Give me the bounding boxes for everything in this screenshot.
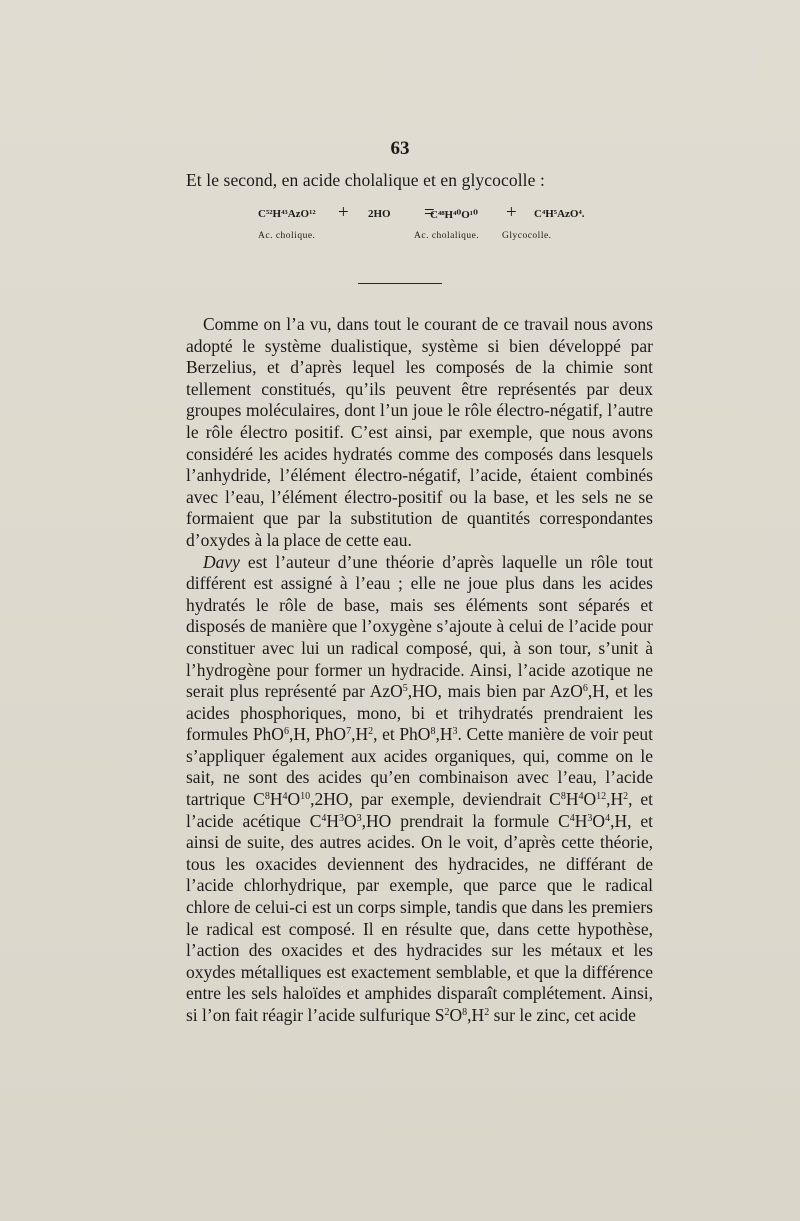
author-name: Davy xyxy=(203,551,240,572)
section-divider xyxy=(358,283,442,284)
plus-sign: + xyxy=(338,202,349,223)
body-text xyxy=(186,314,653,1027)
intro-line: Et le second, en acide cholalique et en glycocolle : xyxy=(186,170,545,190)
label-glycocolle: Glycocolle. xyxy=(502,231,552,241)
page-number: 63 xyxy=(390,138,410,159)
paragraph: Davy est l’auteur d’une théorie d’après laquelle un rôle tout différent est assigné à l’eau ; elle ne joue plus dans les acides hydratés le rôle de base, mais ses éléments sont séparés et disposés de manière que l’oxygène s’ajoute à celui de l’acide pour constituer avec lui un radical composé, qui, à son tour, s’unit à l’hydrogène pour former un hydracide. Ainsi, l’acide azotique ne serait plus représenté par AzO$^5$,HO, mais bien par AzO$^6$,H, et les acides phosphoriques, mono, bi et trihydratés prendraient les formules PhO$^6$,H, $PhO^7,H^2$, et $PhO^8,H^3$. Cette manière de voir peut s’appliquer également aux acides organiques, qui, comme on le sait, ne sont des acides qu’en combinaison avec l’eau, l’acide tartrique $C^8H^4O^{10},2HO$, par exemple, deviendrait $C^8H^4O^{12},H^2$, et l’acide acétique $C^4H^3O^3,HO$ prendrait la formule $C^4H^3O^4,H$, et ainsi de suite, des autres acides. On le voit, d’après cette théorie, tous les oxacides deviennent des hydracides, ne différant de l’acide chlorhydrique, par exemple, que parce que le radical chlore de celui-ci est un corps simple, tandis que dans les premiers le radical est composé. Il en résulte que, dans cette hypothèse, l’action des oxacides et des hydracides sur les métaux et les oxydes métalliques est exactement semblable, et que la différence entre les sels haloïdes et amphides disparaît complétement. Ainsi, si l’on fait réagir l’acide sulfurique $S^2O^8,H^2$ sur le zinc, cet acide xyxy=(186,551,654,1025)
paragraph: Comme on l’a vu, dans tout le courant de ce travail nous avons adopté le système dualistique, système si bien développé par Berzelius, et d’après lequel les composés de la chimie sont tellement constitués, qu’ils peuvent être représentés par deux groupes moléculaires, dont l’un joue le rôle électro-négatif, l’autre le rôle électro positif. C’est ainsi, par exemple, que nous avons considéré les acides hydratés comme des composés dans lesquels l’anhydride, l’élément électro-négatif, l’acide, étaient combinés avec l’eau, l’élément électro-positif ou la base, et les sels ne se formaient que par la substitution de quantités correspondantes d’oxydes à la place de cette eau. xyxy=(186,314,653,550)
formula-water: 2HO xyxy=(368,208,391,220)
label-cholic-acid: Ac. cholique. xyxy=(258,231,316,241)
label-cholalic-acid: Ac. cholalique. xyxy=(414,231,480,241)
equals-sign: = xyxy=(424,202,435,223)
formula-cholalic-acid: C⁴⁸H⁴⁰O¹⁰ xyxy=(430,209,478,221)
formula-glycocolle: C⁴H⁵AzO⁴. xyxy=(534,208,585,220)
formula-cholic-acid: C⁵²H⁴³AzO¹² xyxy=(258,208,316,220)
plus-sign: + xyxy=(506,202,517,223)
